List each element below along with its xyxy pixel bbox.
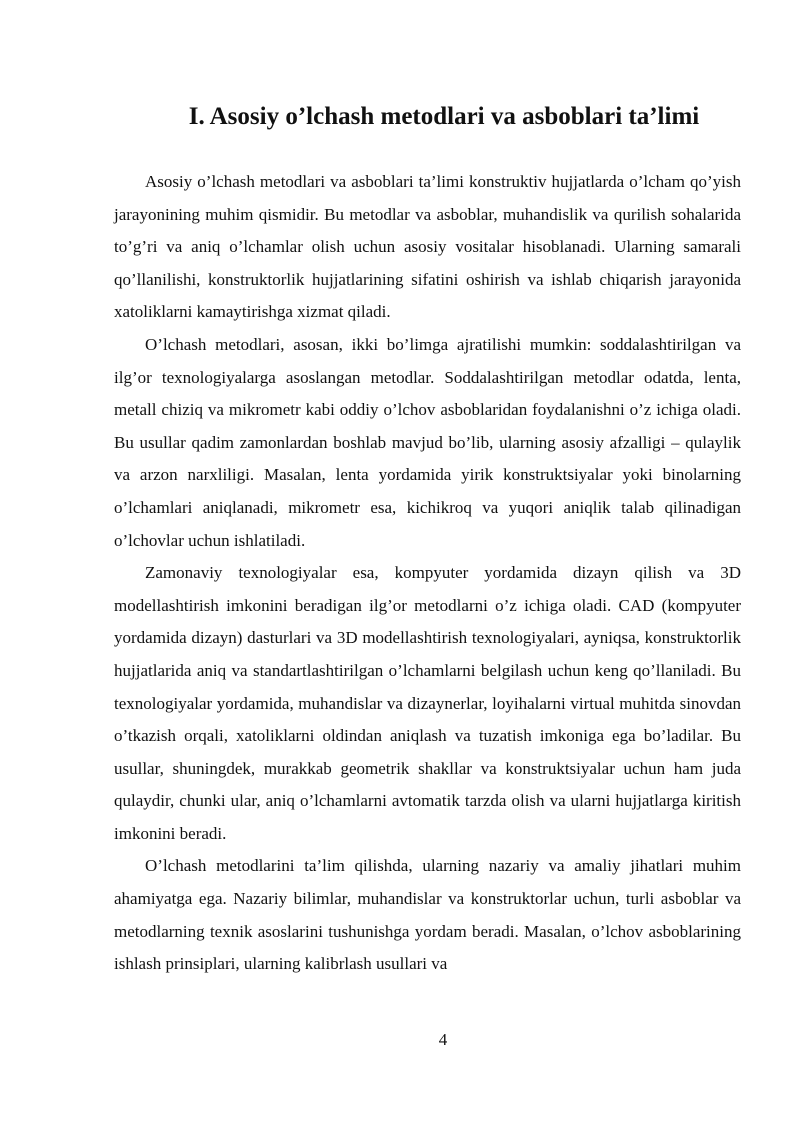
section-title: I. Asosiy o’lchash metodlari va asboblari ta’limi [188, 103, 700, 130]
paragraph-4: O’lchash metodlarini ta’lim qilishda, ularning nazariy va amaliy jihatlari muhim ahamiyatga ega. Nazariy bilimlar, muhandislar va konstruktorlar uchun, turli asboblar va metodlarning texnik asoslarini tushunishga yordam beradi. Masalan, o’lchov asboblarining ishlash prinsiplari, ularning kalibrlash usullari va [114, 856, 741, 974]
page-number: 4 [438, 1030, 448, 1049]
paragraph-1: Asosiy o’lchash metodlari va asboblari ta’limi konstruktiv hujjatlarda o’lcham qo’yish jarayonining muhim qismidir. Bu metodlar va asboblar, muhandislik va qurilish sohalarida to’g’ri va aniq o’lchamlar olish uchun asosiy vositalar hisoblanadi. Ularning samarali qo’llanilishi, konstruktorlik hujjatlarining sifatini oshirish va ishlab chiqarish jarayonida xatoliklarni kamaytirishga xizmat qiladi. [114, 172, 741, 322]
paragraph-2: O’lchash metodlari, asosan, ikki bo’limga ajratilishi mumkin: soddalashtirilgan va ilg’or texnologiyalarga asoslangan metodlar. Soddalashtirilgan metodlar odatda, lenta, metall chiziq va mikrometr kabi oddiy o’lchov asboblaridan foydalanishni o’z ichiga oladi. Bu usullar qadim zamonlardan boshlab mavjud bo’lib, ularning asosiy afzalligi – qulaylik va arzon narxliligi. Masalan, lenta yordamida yirik konstruktsiyalar yoki binolarning o’lchamlari aniqlanadi, mikrometr esa, kichikroq va yuqori aniqlik talab qilinadigan o’lchovlar uchun ishlatiladi. [114, 334, 741, 550]
body-text [114, 166, 741, 981]
paragraph-3: Zamonaviy texnologiyalar esa, kompyuter yordamida dizayn qilish va 3D modellashtirish imkonini beradigan ilg’or metodlarni o’z ichiga oladi. CAD (kompyuter yordamida dizayn) dasturlari va 3D modellashtirish texnologiyalari, ayniqsa, konstruktorlik hujjatlarida aniq va standartlashtirilgan o’lchamlarni belgilash uchun keng qo’llaniladi. Bu texnologiyalar yordamida, muhandislar va dizaynerlar, loyihalarni virtual muhitda sinovdan o’tkazish orqali, xatoliklarni oldindan aniqlash va tuzatish imkoniga ega bo’ladilar. Bu usullar, shuningdek, murakkab geometrik shakllar va konstruktsiyalar uchun ham juda qulaydir, chunki ular, aniq o’lchamlarni avtomatik tarzda olish va ularni hujjatlarga kiritish imkonini beradi. [114, 563, 741, 843]
